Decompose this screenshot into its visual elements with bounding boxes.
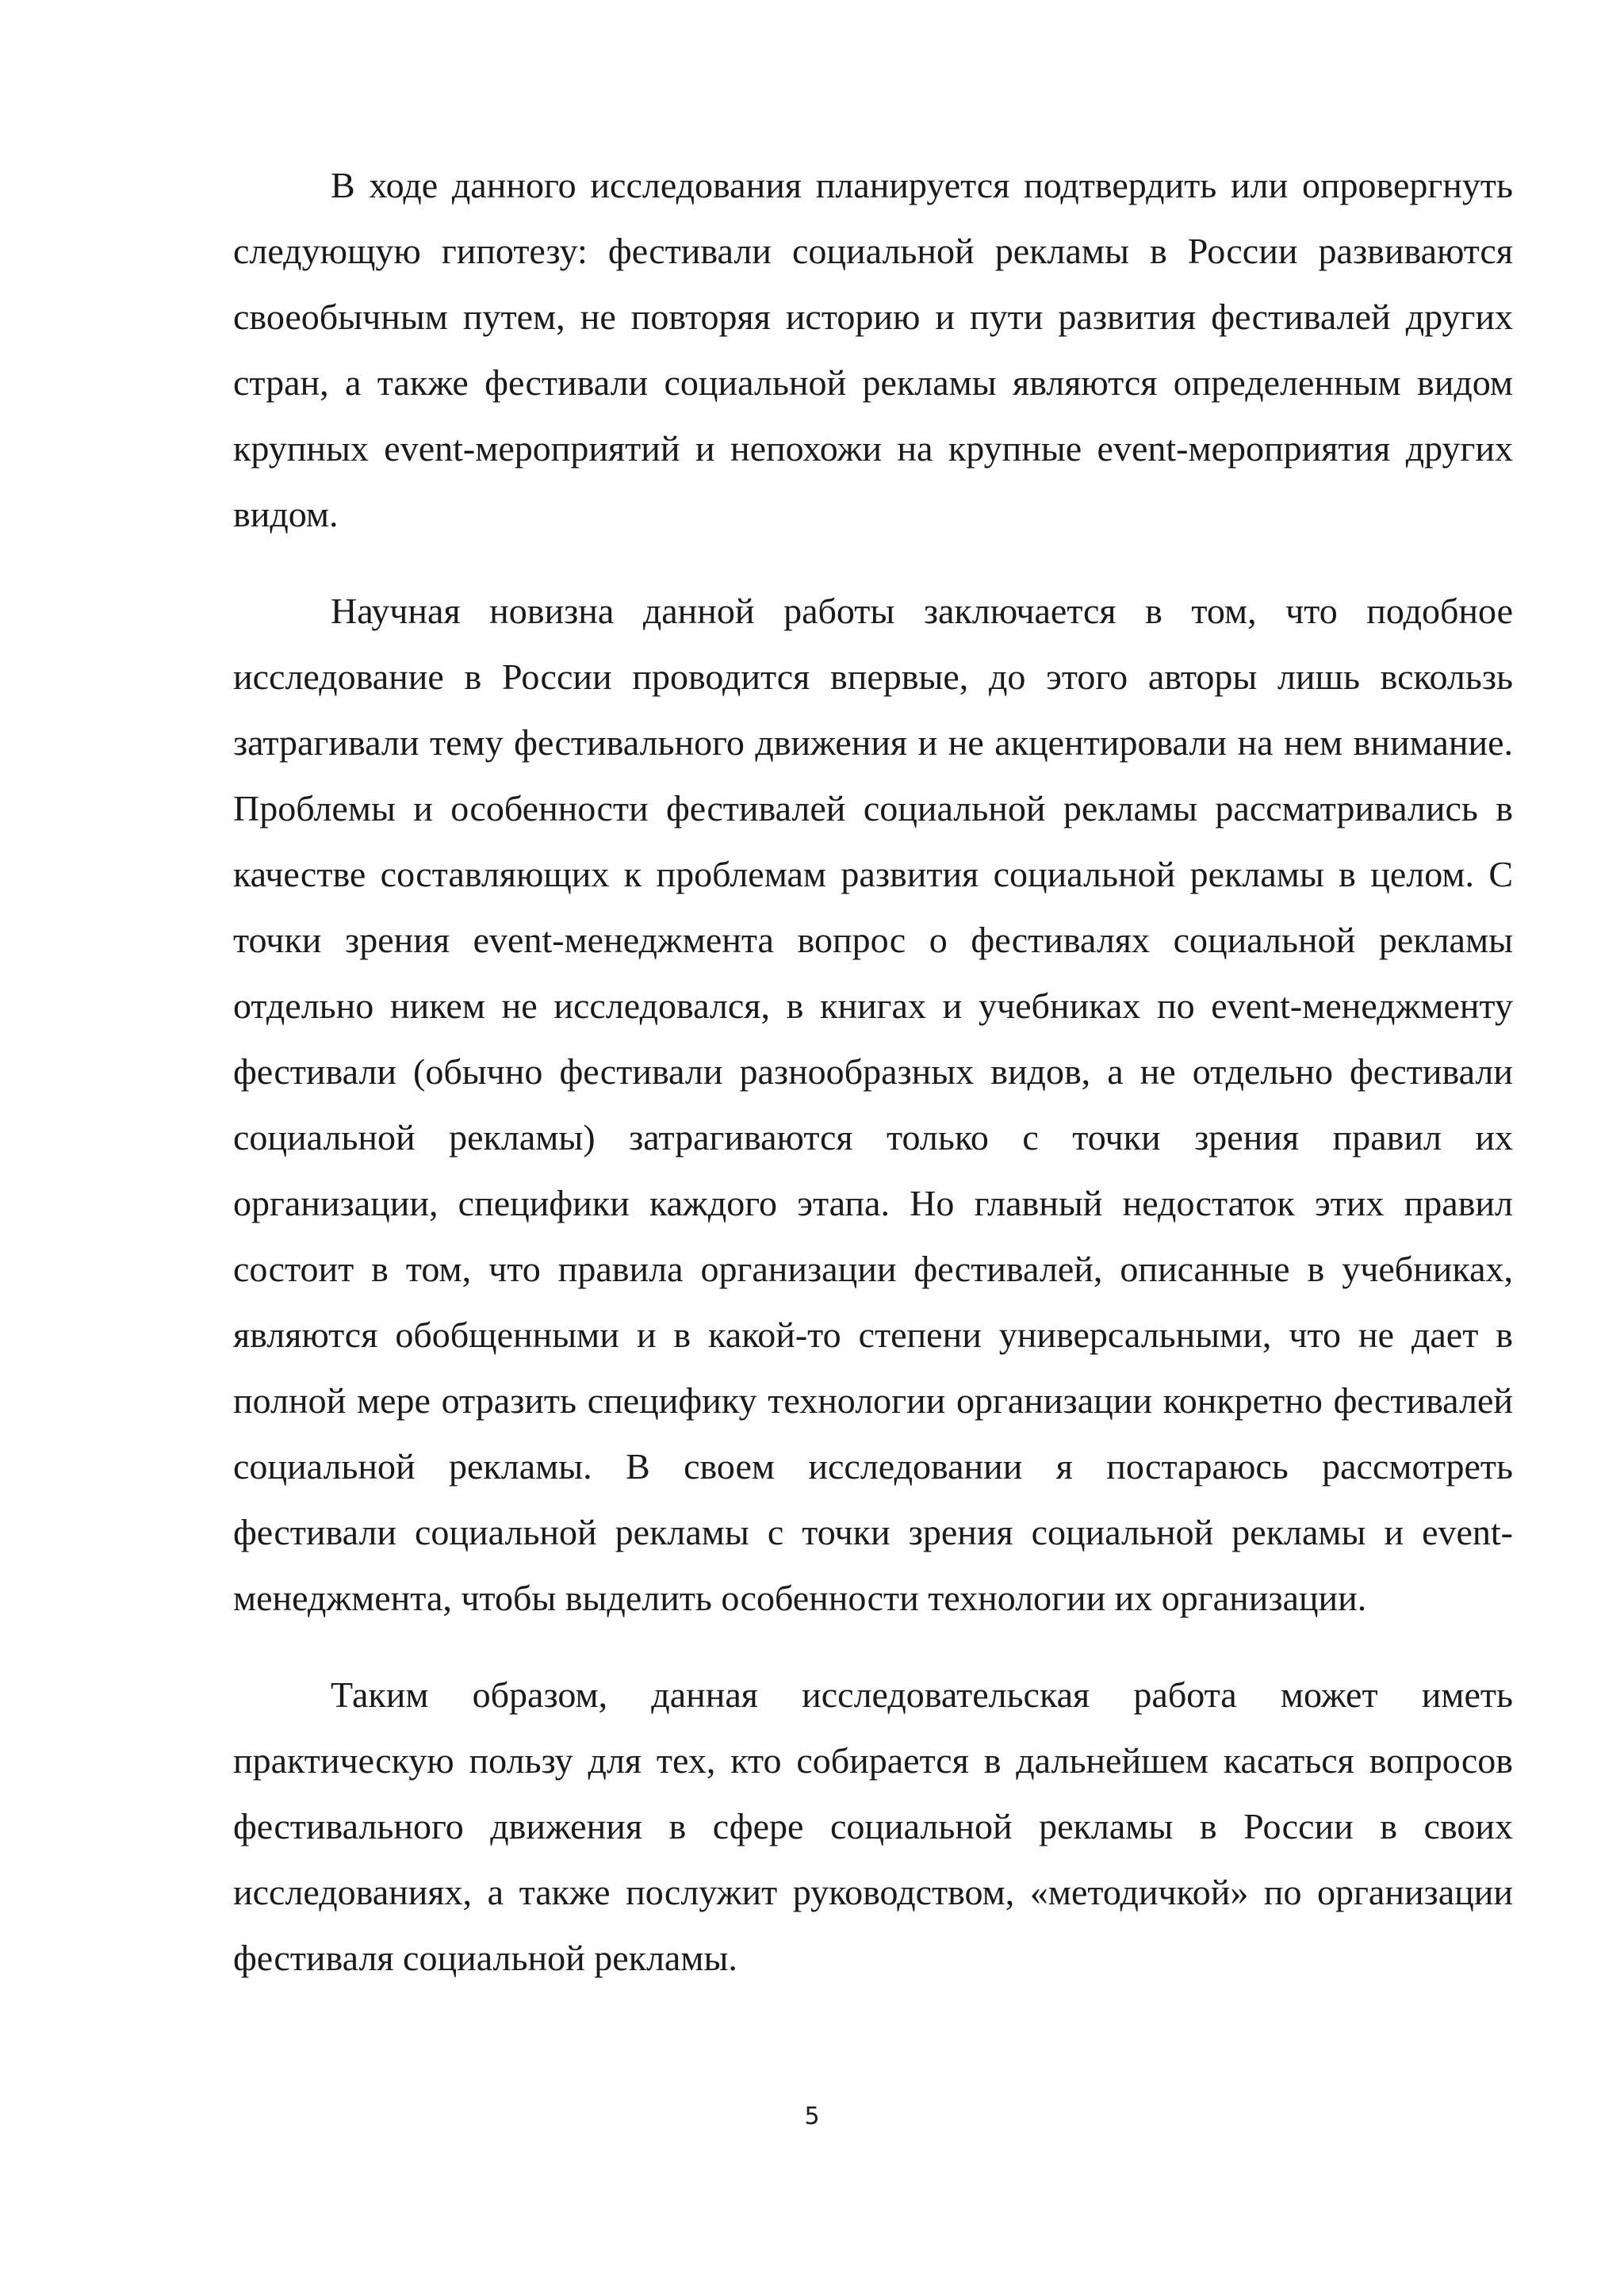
paragraph-hypothesis: В ходе данного исследования планируется подтвердить или опровергнуть следующую гипотезу: фестивали социальной рекламы в России развиваются своеобычным путем, не повторяя историю и пути развития фестивалей других стран, а также фестивали социальной рекламы являются определенным видом крупных event-мероприятий и непохожи на крупные event-мероприятия других видом.: [233, 165, 1513, 534]
document-body: [233, 152, 1513, 1991]
paragraph-novelty: Научная новизна данной работы заключается в том, что подобное исследование в России проводится впервые, до этого авторы лишь вскользь затрагивали тему фестивального движения и не акцентировали на нем внимание. Проблемы и особенности фестивалей социальной рекламы рассматривались в качестве составляющих к проблемам развития социальной рекламы в целом. С точки зрения event-менеджмента вопрос о фестивалях социальной рекламы отдельно никем не исследовался, в книгах и учебниках по event-менеджменту фестивали (обычно фестивали разнообразных видов, а не отдельно фестивали социальной рекламы) затрагиваются только с точки зрения правил их организации, специфики каждого этапа. Но главный недостаток этих правил состоит в том, что правила организации фестивалей, описанные в учебниках, являются обобщенными и в какой-то степени универсальными, что не дает в полной мере отразить специфику технологии организации конкретно фестивалей социальной рекламы. В своем исследовании я постараюсь рассмотреть фестивали социальной рекламы с точки зрения социальной рекламы и event-менеджмента, чтобы выделить особенности технологии их организации.: [233, 591, 1513, 1618]
page-number: 5: [804, 2103, 820, 2130]
paragraph-practical-value: Таким образом, данная исследовательская работа может иметь практическую пользу для тех, кто собирается в дальнейшем касаться вопросов фестивального движения в сфере социальной рекламы в России в своих исследованиях, а также послужит руководством, «методичкой» по организации фестиваля социальной рекламы.: [233, 1674, 1513, 1978]
